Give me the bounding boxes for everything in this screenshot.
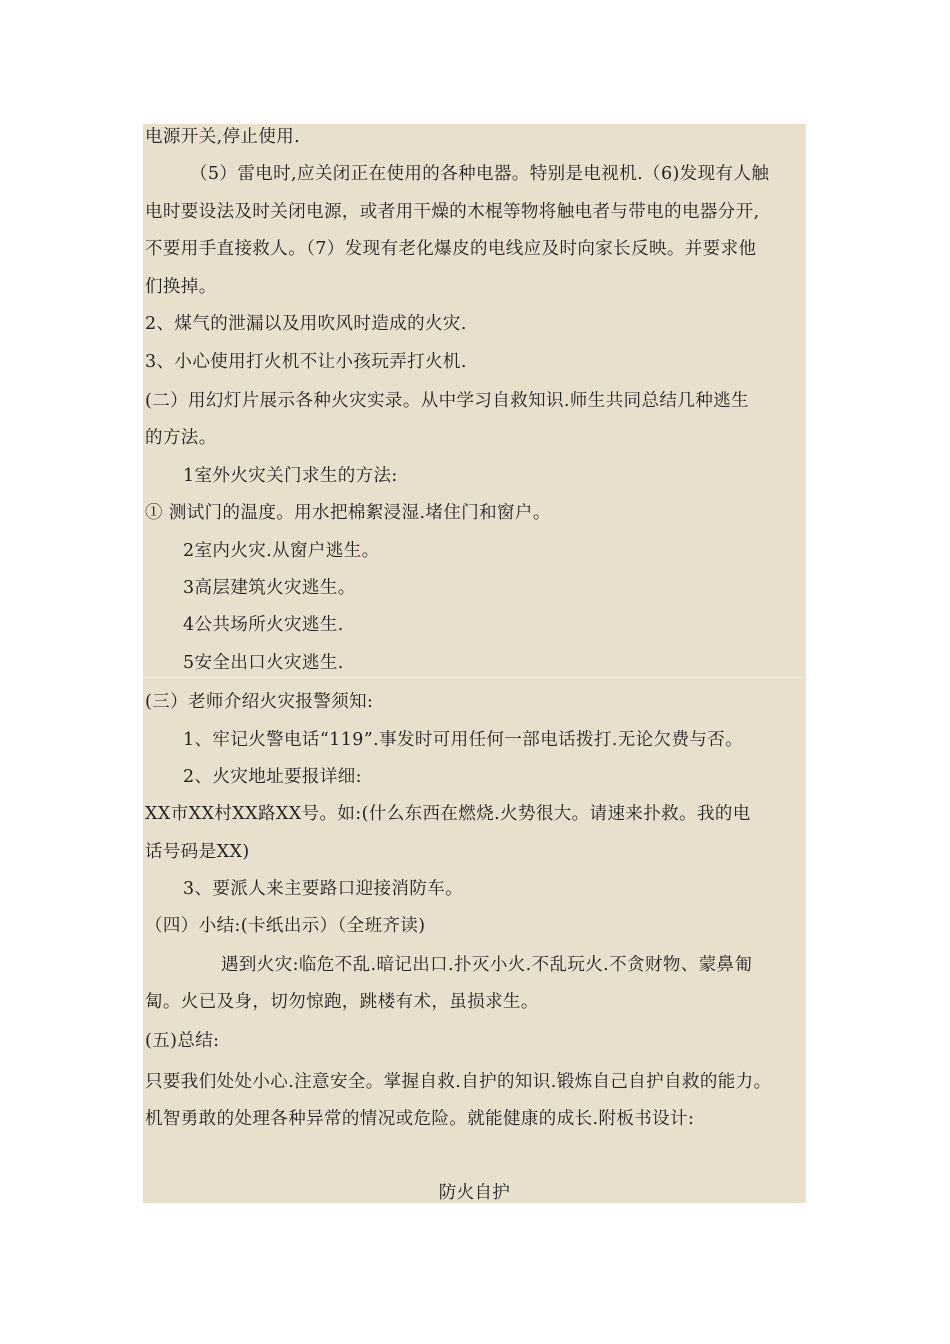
text-line: 1、牢记火警电话“119”.事发时可用任何一部电话拨打.无论欠费与否。 bbox=[183, 730, 744, 750]
text-line: 2、火灾地址要报详细: bbox=[183, 767, 362, 787]
text-line: （四）小结:(卡纸出示）（全班齐读) bbox=[145, 916, 426, 936]
text-line: 话号码是XX) bbox=[145, 842, 250, 862]
text-line: 1室外火灾关门求生的方法: bbox=[183, 466, 398, 486]
text-line: 3高层建筑火灾逃生。 bbox=[183, 578, 356, 598]
text-line: 5安全出口火灾逃生. bbox=[183, 653, 344, 673]
text-line: 遇到火灾:临危不乱.暗记出口.扑灭小火.不乱玩火.不贪财物、蒙鼻匍 bbox=[221, 955, 753, 975]
text-line: 4公共场所火灾逃生. bbox=[183, 615, 344, 635]
text-line: 们换掉。 bbox=[145, 277, 217, 297]
text-line: (五)总结: bbox=[145, 1031, 220, 1051]
text-line: 机智勇敢的处理各种异常的情况或危险。就能健康的成长.附板书设计: bbox=[145, 1109, 695, 1129]
text-line: (二）用幻灯片展示各种火灾实录。从中学习自救知识.师生共同总结几种逃生 bbox=[145, 391, 749, 411]
text-line: 2室内火灾.从窗户逃生。 bbox=[183, 541, 380, 561]
text-line: XX市XX村XX路XX号。如:(什么东西在燃烧.火势很大。请速来扑救。我的电 bbox=[145, 804, 751, 824]
text-line: 不要用手直接救人。（7）发现有老化爆皮的电线应及时向家长反映。并要求他 bbox=[145, 239, 757, 259]
text-line: 只要我们处处小心.注意安全。掌握自救.自护的知识.锻炼自己自护自救的能力。 bbox=[145, 1072, 772, 1092]
text-line: 的方法。 bbox=[145, 428, 217, 448]
board-design-title: 防火自护 bbox=[438, 1183, 511, 1203]
text-line: 电时要设法及时关闭电源，或者用干燥的木棍等物将触电者与带电的电器分开, bbox=[145, 202, 760, 222]
section-divider bbox=[143, 677, 806, 678]
text-line: 3、小心使用打火机不让小孩玩弄打火机. bbox=[145, 352, 467, 372]
text-line: ① 测试门的温度。用水把棉絮浸湿.堵住门和窗户。 bbox=[145, 503, 551, 523]
text-line: 匐。火已及身，切勿惊跑，跳楼有术，虽损求生。 bbox=[145, 992, 539, 1012]
text-line: 电源开关,停止使用. bbox=[145, 127, 301, 147]
text-line: 2、煤气的泄漏以及用吹风时造成的火灾. bbox=[145, 314, 467, 334]
text-line: (三）老师介绍火灾报警须知: bbox=[145, 692, 374, 712]
text-line: （5）雷电时,应关闭正在使用的各种电器。特别是电视机.（6)发现有人触 bbox=[190, 164, 770, 184]
text-line: 3、要派人来主要路口迎接消防车。 bbox=[183, 879, 464, 899]
